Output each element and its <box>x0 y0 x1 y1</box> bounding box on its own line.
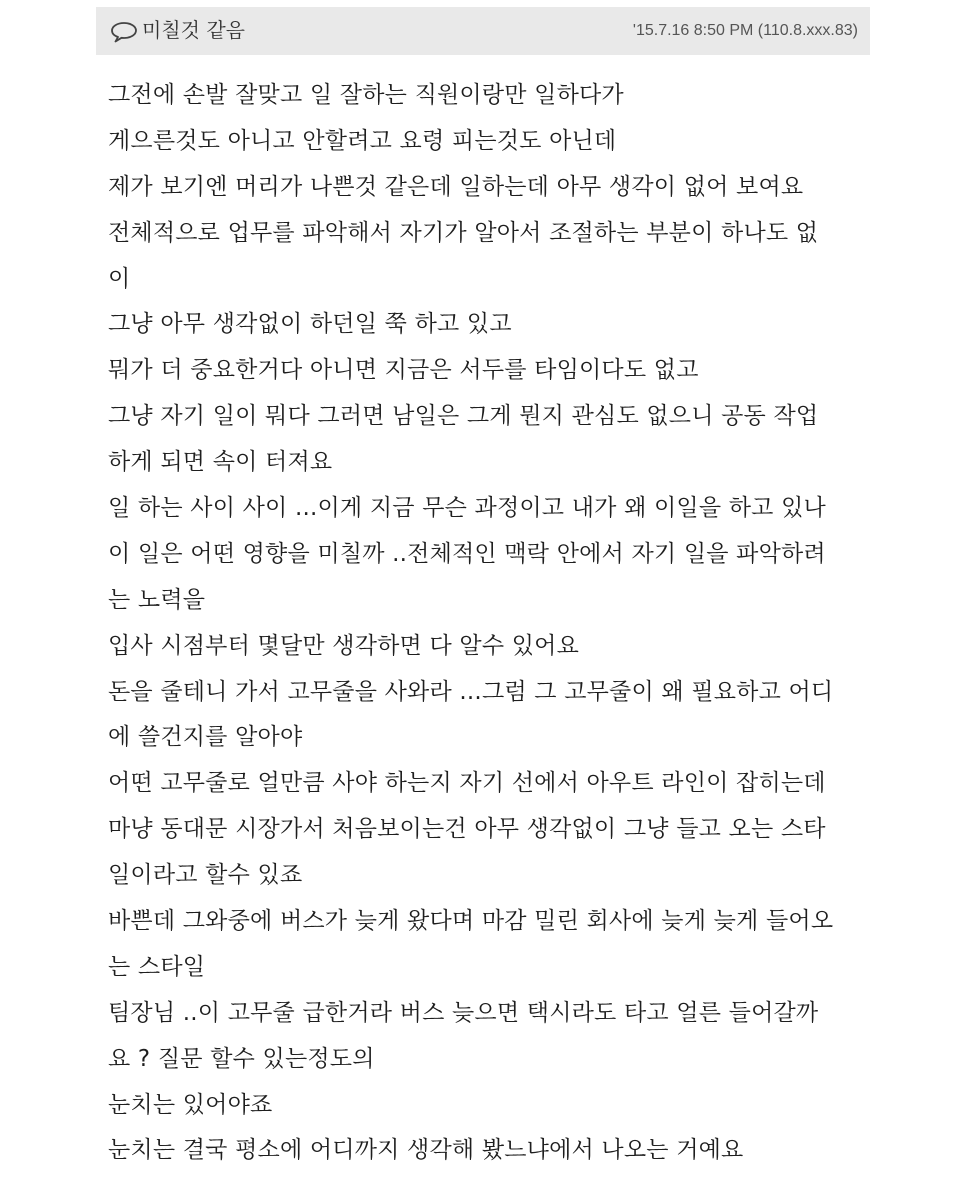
comment-line: 이 <box>108 265 131 292</box>
comment-line: 돈을 줄테니 가서 고무줄을 사와라 ...그럼 그 고무줄이 왜 필요하고 어디 <box>108 678 834 705</box>
comment-line: 일 하는 사이 사이 ...이게 지금 무슨 과정이고 내가 왜 이일을 하고 있나 <box>108 495 826 522</box>
comment-line: 요 ? 질문 할수 있는정도의 <box>108 1045 375 1072</box>
comment-line: 입사 시점부터 몇달만 생각하면 다 알수 있어요 <box>108 632 580 659</box>
comment-line: 뭐가 더 중요한거다 아니면 지금은 서두를 타임이다도 없고 <box>108 357 699 384</box>
comment-line: 는 노력을 <box>108 586 206 613</box>
comment-line: 이 일은 어떤 영향을 미칠까 ..전체적인 맥락 안에서 자기 일을 파악하려 <box>108 540 826 567</box>
comment-header <box>96 7 870 55</box>
comment-line: 어떤 고무줄로 얼만큼 사야 하는지 자기 선에서 아우트 라인이 잡히는데 <box>108 770 826 797</box>
comment-line: 바쁜데 그와중에 버스가 늦게 왔다며 마감 밀린 회사에 늦게 늦게 들어오 <box>108 908 834 935</box>
comment-line: 일이라고 할수 있죠 <box>108 862 303 889</box>
comment-line: 제가 보기엔 머리가 나쁜것 같은데 일하는데 아무 생각이 없어 보여요 <box>108 173 804 200</box>
comment-line: 눈치는 결국 평소에 어디까지 생각해 봤느냐에서 나오는 거예요 <box>108 1137 744 1164</box>
comment-line: 그냥 자기 일이 뭐다 그러면 남일은 그게 뭔지 관심도 없으니 공동 작업 <box>108 403 819 430</box>
comment-line: 마냥 동대문 시장가서 처음보이는건 아무 생각없이 그냥 들고 오는 스타 <box>108 816 826 843</box>
comment-line: 에 쓸건지를 알아야 <box>108 724 303 751</box>
comment-line: 하게 되면 속이 터져요 <box>108 449 333 476</box>
comment-timestamp-ip: '15.7.16 8:50 PM (110.8.xxx.83) <box>632 22 858 39</box>
comment-line: 는 스타일 <box>108 953 206 980</box>
comment-line: 그전에 손발 잘맞고 일 잘하는 직원이랑만 일하다가 <box>108 82 624 108</box>
speech-bubble-icon <box>110 21 138 43</box>
comment-body <box>108 73 868 1174</box>
comment-line: 팀장님 ..이 고무줄 급한거라 버스 늦으면 택시라도 타고 얼른 들어갈까 <box>108 999 819 1026</box>
comment-line: 게으른것도 아니고 안할려고 요령 피는것도 아닌데 <box>108 127 617 154</box>
comment-author: 미칠것 같음 <box>142 18 245 42</box>
comment-line: 그냥 아무 생각없이 하던일 쭉 하고 있고 <box>108 311 512 338</box>
comment-line: 눈치는 있어야죠 <box>108 1091 273 1118</box>
comment-line: 전체적으로 업무를 파악해서 자기가 알아서 조절하는 부분이 하나도 없 <box>108 219 819 246</box>
